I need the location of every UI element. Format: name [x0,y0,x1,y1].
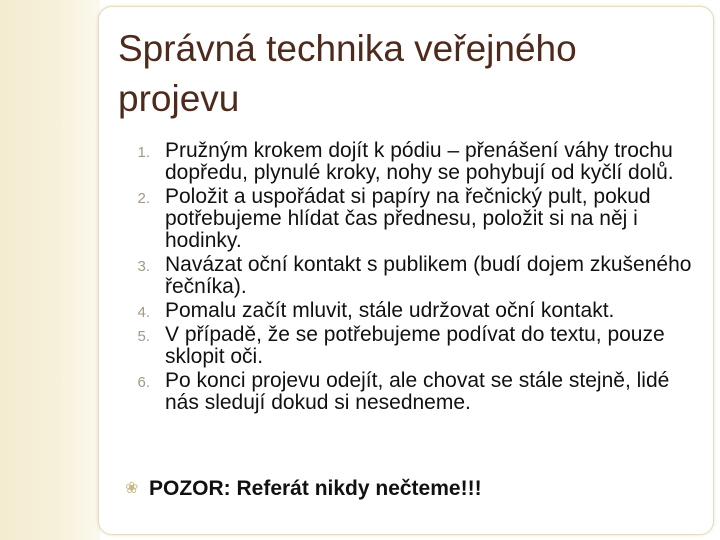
slide-title: Správná technika veřejného projevu [118,28,577,119]
list-item [120,140,700,184]
list-item [120,300,700,322]
list-item [120,254,700,298]
item-number: 2. [137,190,150,207]
item-text: Položit a uspořádat si papíry na řečnický pult, pokud potřebujeme hlídat čas přednesu, položit si na něj i hodinky. [165,185,651,252]
decorative-left-band [0,0,100,540]
item-number: 3. [137,258,150,275]
item-number: 4. [137,304,150,321]
item-number: 1. [137,144,150,161]
bullet-icon: ❀ [125,480,139,497]
item-number: 6. [137,374,150,391]
list-item [120,370,700,414]
steps-list [120,140,700,416]
item-text: Pružným krokem dojít k pódiu – přenášení váhy trochu dopředu, plynulé kroky, nohy se pohybují od kyčlí dolů. [165,139,674,184]
item-text: Po konci projevu odejít, ale chovat se stále stejně, lidé nás sledují dokud si nesedneme. [165,369,670,414]
warning-note [125,477,705,501]
list-item [120,186,700,252]
note-text: POZOR: Referát nikdy nečteme!!! [149,477,482,500]
item-number: 5. [137,328,150,345]
list-item [120,324,700,368]
item-text: Pomalu začít mluvit, stále udržovat oční kontakt. [165,299,615,322]
item-text: V případě, že se potřebujeme podívat do textu, pouze sklopit oči. [165,323,665,368]
item-text: Navázat oční kontakt s publikem (budí dojem zkušeného řečníka). [165,253,692,298]
